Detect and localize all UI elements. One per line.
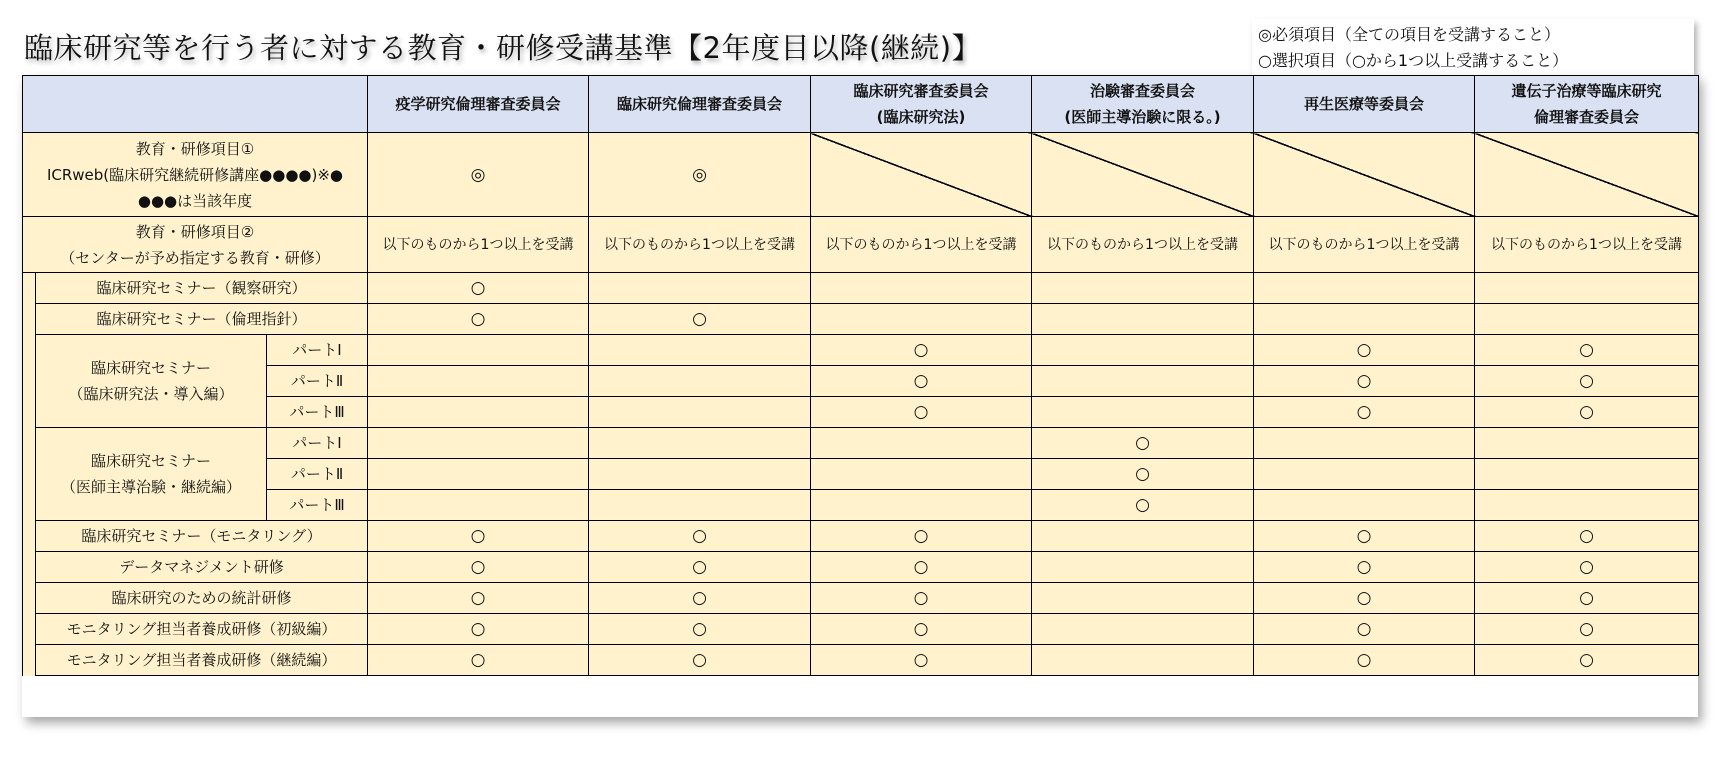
mark-cell: ○ [1254,552,1475,583]
table-row [23,614,1699,645]
column-header-line2: (臨床研究法) [876,108,966,126]
mark-cell [1032,645,1254,676]
mark-cell [1032,521,1254,552]
mark-cell: ○ [1475,366,1699,397]
mark-cell [589,273,811,304]
part-label: パートⅢ [267,490,368,521]
row-label: モニタリング担当者養成研修（初級編） [36,614,368,645]
mark-cell [589,397,811,428]
column-header-line2: (医師主導治験に限る。) [1064,108,1221,126]
item2-cell: 以下のものから1つ以上を受講 [1254,217,1475,273]
group-label-line2: （医師主導治験・継続編） [60,478,241,496]
table-row [23,335,1699,366]
mark-cell: ○ [589,552,811,583]
table-row [23,428,1699,459]
mark-cell [1475,459,1699,490]
mark-cell [368,490,589,521]
column-header-line1: 疫学研究倫理審査委員会 [395,95,561,113]
item1-label [23,133,368,217]
mark-cell: ○ [589,614,811,645]
mark-cell [1254,490,1475,521]
mark-cell: ○ [1475,583,1699,614]
not-applicable-cell [1475,133,1699,217]
item2-cell: 以下のものから1つ以上を受講 [1475,217,1699,273]
row-label: 臨床研究セミナー（倫理指針） [36,304,368,335]
mark-cell [1032,366,1254,397]
criteria-table [22,75,1698,717]
mark-cell [1032,335,1254,366]
part-label: パートⅠ [267,335,368,366]
item2-label-line1: 教育・研修項目② [135,222,255,241]
item2-cell: 以下のものから1つ以上を受講 [368,217,589,273]
not-applicable-cell [1254,133,1475,217]
mark-cell [811,428,1032,459]
mark-cell [1254,273,1475,304]
item1-label-line1: 教育・研修項目① [135,139,255,158]
part-label: パートⅡ [267,366,368,397]
item2-cell: 以下のものから1つ以上を受講 [1032,217,1254,273]
mark-cell: ○ [1254,335,1475,366]
column-header-line1: 再生医療等委員会 [1304,95,1425,113]
table-row [23,304,1699,335]
item2-label [23,217,368,273]
mark-cell: ○ [1475,521,1699,552]
column-header [589,76,811,133]
mark-cell: ○ [811,335,1032,366]
mark-cell [368,335,589,366]
mark-cell: ○ [368,304,589,335]
item2-row [23,217,1699,273]
mark-cell: ○ [1254,366,1475,397]
mark-cell: ○ [368,273,589,304]
mark-cell [811,273,1032,304]
part-label: パートⅠ [267,428,368,459]
mark-cell [1475,273,1699,304]
column-header-line1: 遺伝子治療等臨床研究 [1511,82,1662,100]
column-header [368,76,589,133]
mark-cell: ○ [368,521,589,552]
mark-cell: ○ [811,366,1032,397]
mark-cell: ○ [589,583,811,614]
column-header-line1: 臨床研究審査委員会 [853,82,989,100]
mark-cell: ○ [589,645,811,676]
mark-cell [589,335,811,366]
mark-cell [1475,428,1699,459]
mark-cell [1032,304,1254,335]
mark-cell: ○ [811,521,1032,552]
mark-cell [589,428,811,459]
item2-cell: 以下のものから1つ以上を受講 [811,217,1032,273]
mark-cell [811,459,1032,490]
mark-cell [1475,304,1699,335]
header-row [23,76,1699,133]
item2-cell: 以下のものから1つ以上を受講 [589,217,811,273]
column-header-line1: 治験審査委員会 [1090,82,1196,100]
mark-cell: ○ [589,521,811,552]
required-mark: ◎ [368,133,589,217]
mark-cell [1475,490,1699,521]
table-row [23,490,1699,521]
mark-cell: ○ [1254,521,1475,552]
legend-box [1252,19,1694,77]
mark-cell: ○ [1032,490,1254,521]
item2-label-line2: （センターが予め指定する教育・研修） [60,248,330,267]
mark-cell: ○ [1475,552,1699,583]
mark-cell [1254,459,1475,490]
mark-cell: ○ [1254,614,1475,645]
header-corner [23,76,368,133]
row-label: 臨床研究セミナー（モニタリング） [36,521,368,552]
mark-cell: ○ [368,552,589,583]
mark-cell: ○ [368,583,589,614]
mark-cell [368,397,589,428]
mark-cell: ○ [811,583,1032,614]
row-label: データマネジメント研修 [36,552,368,583]
column-header-line1: 臨床研究倫理審査委員会 [617,95,783,113]
mark-cell: ○ [1475,335,1699,366]
column-header [1032,76,1254,133]
mark-cell: ○ [368,645,589,676]
mark-cell [1032,397,1254,428]
group-label-cont [36,428,267,521]
group-label-line1: 臨床研究セミナー [90,452,211,470]
mark-cell: ○ [811,645,1032,676]
mark-cell [1032,583,1254,614]
mark-cell: ○ [1032,459,1254,490]
mark-cell: ○ [1254,645,1475,676]
mark-cell [368,366,589,397]
item1-row [23,133,1699,217]
table-row [23,645,1699,676]
indent-cell [23,273,36,676]
group-label-intro [36,335,267,428]
table-row [23,521,1699,552]
not-applicable-cell [811,133,1032,217]
mark-cell [589,366,811,397]
mark-cell [1032,273,1254,304]
mark-cell [1254,428,1475,459]
column-header [811,76,1032,133]
mark-cell [1032,614,1254,645]
table-row [23,552,1699,583]
table-row [23,397,1699,428]
mark-cell: ○ [1254,583,1475,614]
part-label: パートⅡ [267,459,368,490]
table-row [23,273,1699,304]
mark-cell: ○ [368,614,589,645]
table-row [23,583,1699,614]
legend-required: ◎必須項目（全ての項目を受講すること） [1258,25,1560,44]
item1-label-line3: ●●●は当該年度 [137,191,253,210]
mark-cell [811,304,1032,335]
mark-cell: ○ [589,304,811,335]
mark-cell: ○ [1254,397,1475,428]
mark-cell [811,490,1032,521]
mark-cell: ○ [1475,645,1699,676]
required-mark: ◎ [589,133,811,217]
mark-cell: ○ [811,397,1032,428]
not-applicable-cell [1032,133,1254,217]
mark-cell [589,490,811,521]
table-row [23,459,1699,490]
mark-cell: ○ [811,614,1032,645]
mark-cell: ○ [1475,397,1699,428]
item1-label-line2: ICRweb(臨床研究継続研修講座●●●●)※● [46,165,344,184]
mark-cell: ○ [1475,614,1699,645]
mark-cell: ○ [1032,428,1254,459]
group-label-line1: 臨床研究セミナー [90,359,211,377]
mark-cell: ○ [811,552,1032,583]
page-title: 臨床研究等を行う者に対する教育・研修受講基準【2年度目以降(継続)】 [24,31,982,65]
mark-cell [589,459,811,490]
row-label: 臨床研究のための統計研修 [36,583,368,614]
mark-cell [368,459,589,490]
group-label-line2: （臨床研究法・導入編） [68,385,234,403]
mark-cell [1254,304,1475,335]
mark-cell [368,428,589,459]
mark-cell [1032,552,1254,583]
row-label: 臨床研究セミナー（観察研究） [36,273,368,304]
row-label: モニタリング担当者養成研修（継続編） [36,645,368,676]
column-header [1475,76,1699,133]
table-row [23,366,1699,397]
column-header-line2: 倫理審査委員会 [1534,108,1640,126]
part-label: パートⅢ [267,397,368,428]
column-header [1254,76,1475,133]
legend-optional: ○選択項目（○から1つ以上受講すること） [1258,51,1569,70]
